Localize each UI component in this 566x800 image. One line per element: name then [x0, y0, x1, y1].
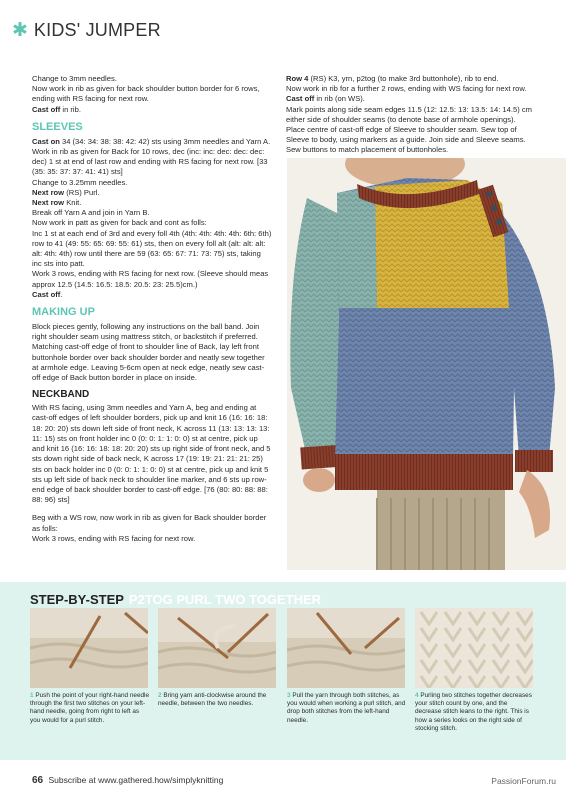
section-heading-neckband: NECKBAND — [32, 389, 90, 401]
paragraph: With RS facing, using 3mm needles and Yarn A, beg and ending at cast-off edges of left shoulder borders, pick up and knit 16 (16: 16: 18: 18: 20: 20) sts down left side of front neck, K across 11 (13: 13: 13: 13: 11: 15) sts on front holder inc 0 (0: 0: 1: 1: 0: 0) st at centre, pick up and knit 16 (16: 16: 18: 18: 20: 20) sts up right side of front neck, and 5 sts down right side of back neck, K across 17 (19: 19: 21: 21: 21: 25) sts on back holder inc 0 (0: 0: 1: 1: 0: 0) st at centre, pick up and knit 5 sts up left side of back neck to shoulder line marker, and 6 sts up row-end edge of back shoulder border to cast-off edge. [76 (80: 80: 88: 88: 88: 96) sts] — [32, 403, 271, 505]
section-heading-sleeves: SLEEVES — [32, 120, 83, 133]
page-number: 66 — [32, 775, 44, 786]
subscribe-text: Subscribe at www.gathered.how/simplyknitting — [48, 775, 224, 785]
step-caption-1: 1 Push the point of your right-hand needle through the first two stitches on your left-hand needle, going from right to left as you would for a purl stitch. — [30, 692, 150, 724]
page-title: KIDS' JUMPER — [33, 19, 161, 40]
jumper-illustration — [287, 158, 566, 570]
watermark: PassionForum.ru — [491, 776, 556, 786]
right-column — [286, 74, 536, 156]
paragraph: Row 4 (RS) K3, yrn, p2tog (to make 3rd buttonhole), rib to end. — [286, 74, 499, 83]
step-caption-4: 4 Purling two stitches together decreases your stitch count by one, and the decrease stitch leans to the right. This is how a series looks on the right side of stocking stitch. — [415, 692, 532, 732]
paragraph: Now work in rib for a further 2 rows, ending with WS facing for next row. — [286, 84, 527, 94]
asterisk-icon: ✱ — [12, 19, 28, 41]
paragraph: Beg with a WS row, now work in rib as given for Back shoulder border as folls: — [32, 513, 267, 533]
jumper-photo — [287, 158, 566, 570]
step-image-2 — [158, 608, 276, 688]
left-column — [32, 74, 272, 544]
paragraph: Change to 3mm needles. — [32, 74, 117, 83]
paragraph: Block pieces gently, following any instructions on the ball band. Join right shoulder seam using mattress stitch, or backstitch if preferred. Matching cast-off edge of front to shoulder line of Back, lay left front buttonhole border over back shoulder border and neatly sew together at armhole edge. Leaving 5-6cm open at neck edge, neatly sew cast-off edge of Back button border in place on inside. — [32, 322, 265, 383]
paragraph: Now work in patt as given for back and cont as folls: — [32, 218, 207, 228]
paragraph: Work 3 rows, ending with RS facing for next row. — [32, 533, 196, 543]
step-image-3 — [287, 608, 405, 688]
paragraph: Cast on 34 (34: 34: 38: 38: 42: 42) sts using 3mm needles and Yarn A. — [32, 136, 271, 146]
paragraph: Cast off in rib (on WS). — [286, 94, 365, 104]
step-image-4 — [415, 608, 533, 688]
section-heading-making-up: MAKING UP — [32, 306, 95, 319]
paragraph: Next row Knit. — [32, 198, 82, 208]
paragraph: Work 3 rows, ending with RS facing for next row. (Sleeve should meas approx 12.5 (14.5: 16.5: 18.5: 20.5: 23: 25.5)cm.) — [32, 269, 269, 289]
step-caption-2: 2 Bring yarn anti-clockwise around the needle, between the two needles. — [158, 692, 267, 708]
paragraph: Now work in rib as given for back shoulder button border for 6 rows, ending with RS facing for next row. — [32, 84, 260, 104]
step-caption-3: 3 Pull the yarn through both stitches, as you would when working a purl stitch, and drop both stitches from the left-hand needle. — [287, 692, 406, 724]
paragraph: Break off Yarn A and join in Yarn B. — [32, 208, 150, 218]
step-image-1 — [30, 608, 148, 688]
paragraph: Next row (RS) Purl. — [32, 187, 100, 197]
page-header — [12, 18, 161, 42]
paragraph: Work in rib as given for Back for 10 rows, dec (inc: inc: dec: dec: dec: dec) 1 st at end of last row and ending with RS facing for next row. [33 (35: 35: 37: 37: 41: 41) sts] — [32, 147, 268, 177]
paragraph: Cast off. — [32, 289, 63, 299]
paragraph: Change to 3.25mm needles. — [32, 177, 128, 187]
paragraph: Cast off in rib. — [32, 104, 81, 114]
paragraph: Mark points along side seam edges 11.5 (12: 12.5: 13: 13.5: 14: 14.5) cm either side of shoulder seams (to denote base of armhole openings). Place centre of cast-off edge of Sleeve to shoulder seam. Sew top of Sleeve to body, using markers as a guide. Join side and Sleeve seams. Sew buttons to match placement of buttonholes. — [286, 104, 532, 155]
paragraph: Inc 1 st at each end of 3rd and every foll 4th (4th: 4th: 4th: 4th: 6th: 6th) row to 41 (49: 55: 65: 69: 55: 61) sts, then on every foll alt (alt: alt: alt: alt: 4th: 4th) row until there are 59 (63: 65: 67: 71: 73: 75) sts, taking inc sts into patt. — [32, 228, 272, 269]
step-by-step-title: STEP-BY-STEP P2TOG PURL TWO TOGETHER — [30, 592, 322, 607]
page-footer — [32, 775, 223, 786]
